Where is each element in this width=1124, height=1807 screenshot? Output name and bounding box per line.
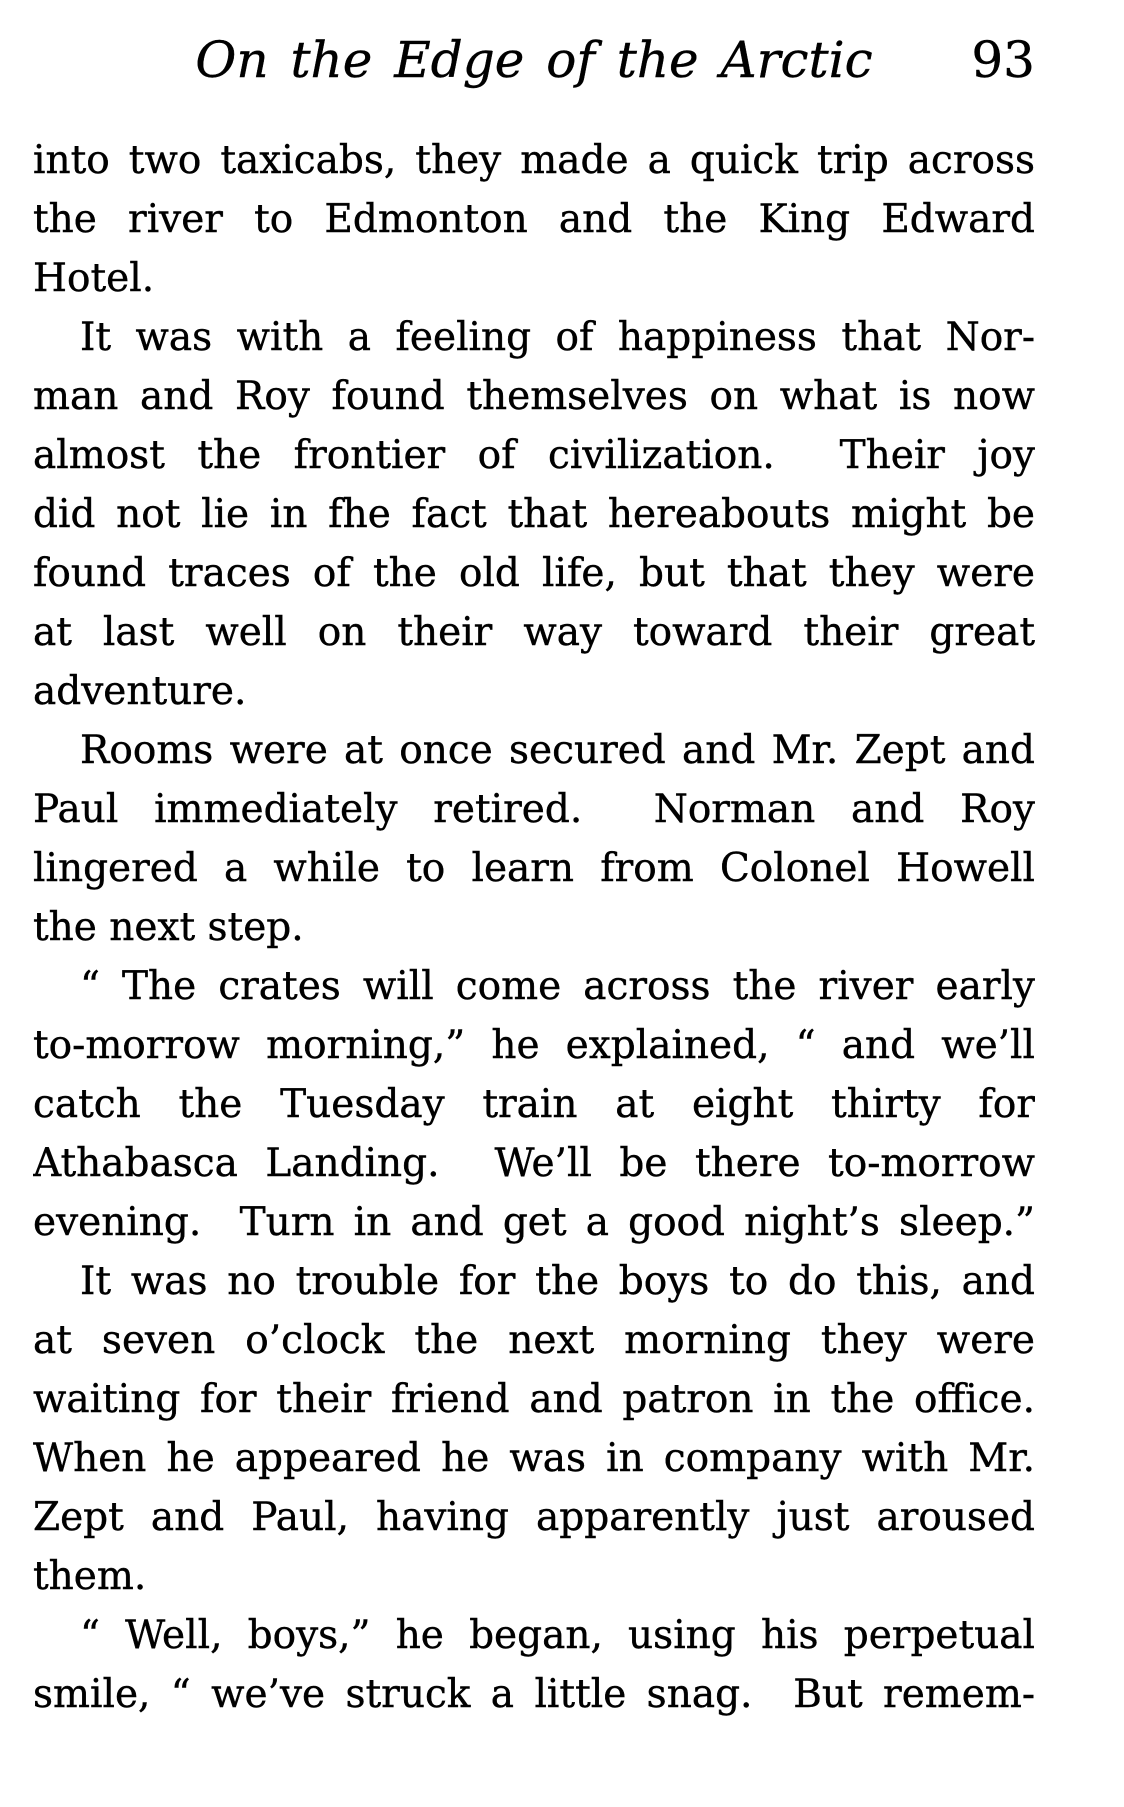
text-line: at seven o’clock the next morning they were bbox=[33, 1318, 1035, 1363]
text-line: “ Well, boys,” he began, using his perpetual bbox=[80, 1613, 1035, 1658]
text-line: Zept and Paul, having apparently just aroused bbox=[33, 1495, 1035, 1540]
running-title: On the Edge of the Arctic bbox=[195, 31, 873, 89]
text-line: It was with a feeling of happiness that Nor- bbox=[80, 315, 1035, 360]
text-line: adventure. bbox=[33, 669, 247, 714]
text-line: Athabasca Landing. We’ll be there to-morrow bbox=[33, 1141, 1035, 1186]
text-line: at last well on their way toward their great bbox=[33, 610, 1035, 655]
text-line: to-morrow morning,” he explained, “ and we’ll bbox=[33, 1023, 1035, 1068]
text-line: found traces of the old life, but that they were bbox=[33, 551, 1035, 596]
text-line: Paul immediately retired. Norman and Roy bbox=[33, 787, 1035, 832]
text-line: catch the Tuesday train at eight thirty for bbox=[33, 1082, 1035, 1127]
text-line: Hotel. bbox=[33, 256, 155, 301]
text-line: waiting for their friend and patron in the office. bbox=[33, 1377, 1035, 1422]
page-number: 93 bbox=[971, 31, 1035, 89]
text-line: “ The crates will come across the river early bbox=[80, 964, 1035, 1009]
text-line: evening. Turn in and get a good night’s sleep.” bbox=[33, 1200, 1035, 1245]
text-line: man and Roy found themselves on what is now bbox=[33, 374, 1035, 419]
text-line: did not lie in fhe fact that hereabouts might be bbox=[33, 492, 1035, 537]
text-line: It was no trouble for the boys to do this, and bbox=[80, 1259, 1035, 1304]
text-line: the next step. bbox=[33, 905, 304, 950]
page-header bbox=[33, 30, 1035, 90]
text-line: When he appeared he was in company with Mr. bbox=[33, 1436, 1035, 1481]
text-line: lingered a while to learn from Colonel Howell bbox=[33, 846, 1035, 891]
text-line: into two taxicabs, they made a quick trip across bbox=[33, 138, 1035, 183]
text-line: almost the frontier of civilization. Their joy bbox=[33, 433, 1035, 478]
page-body bbox=[33, 131, 1035, 1724]
text-line: smile, “ we’ve struck a little snag. But remem- bbox=[33, 1672, 1035, 1717]
text-line: the river to Edmonton and the King Edward bbox=[33, 197, 1035, 242]
text-line: them. bbox=[33, 1554, 147, 1599]
text-line: Rooms were at once secured and Mr. Zept and bbox=[80, 728, 1035, 773]
